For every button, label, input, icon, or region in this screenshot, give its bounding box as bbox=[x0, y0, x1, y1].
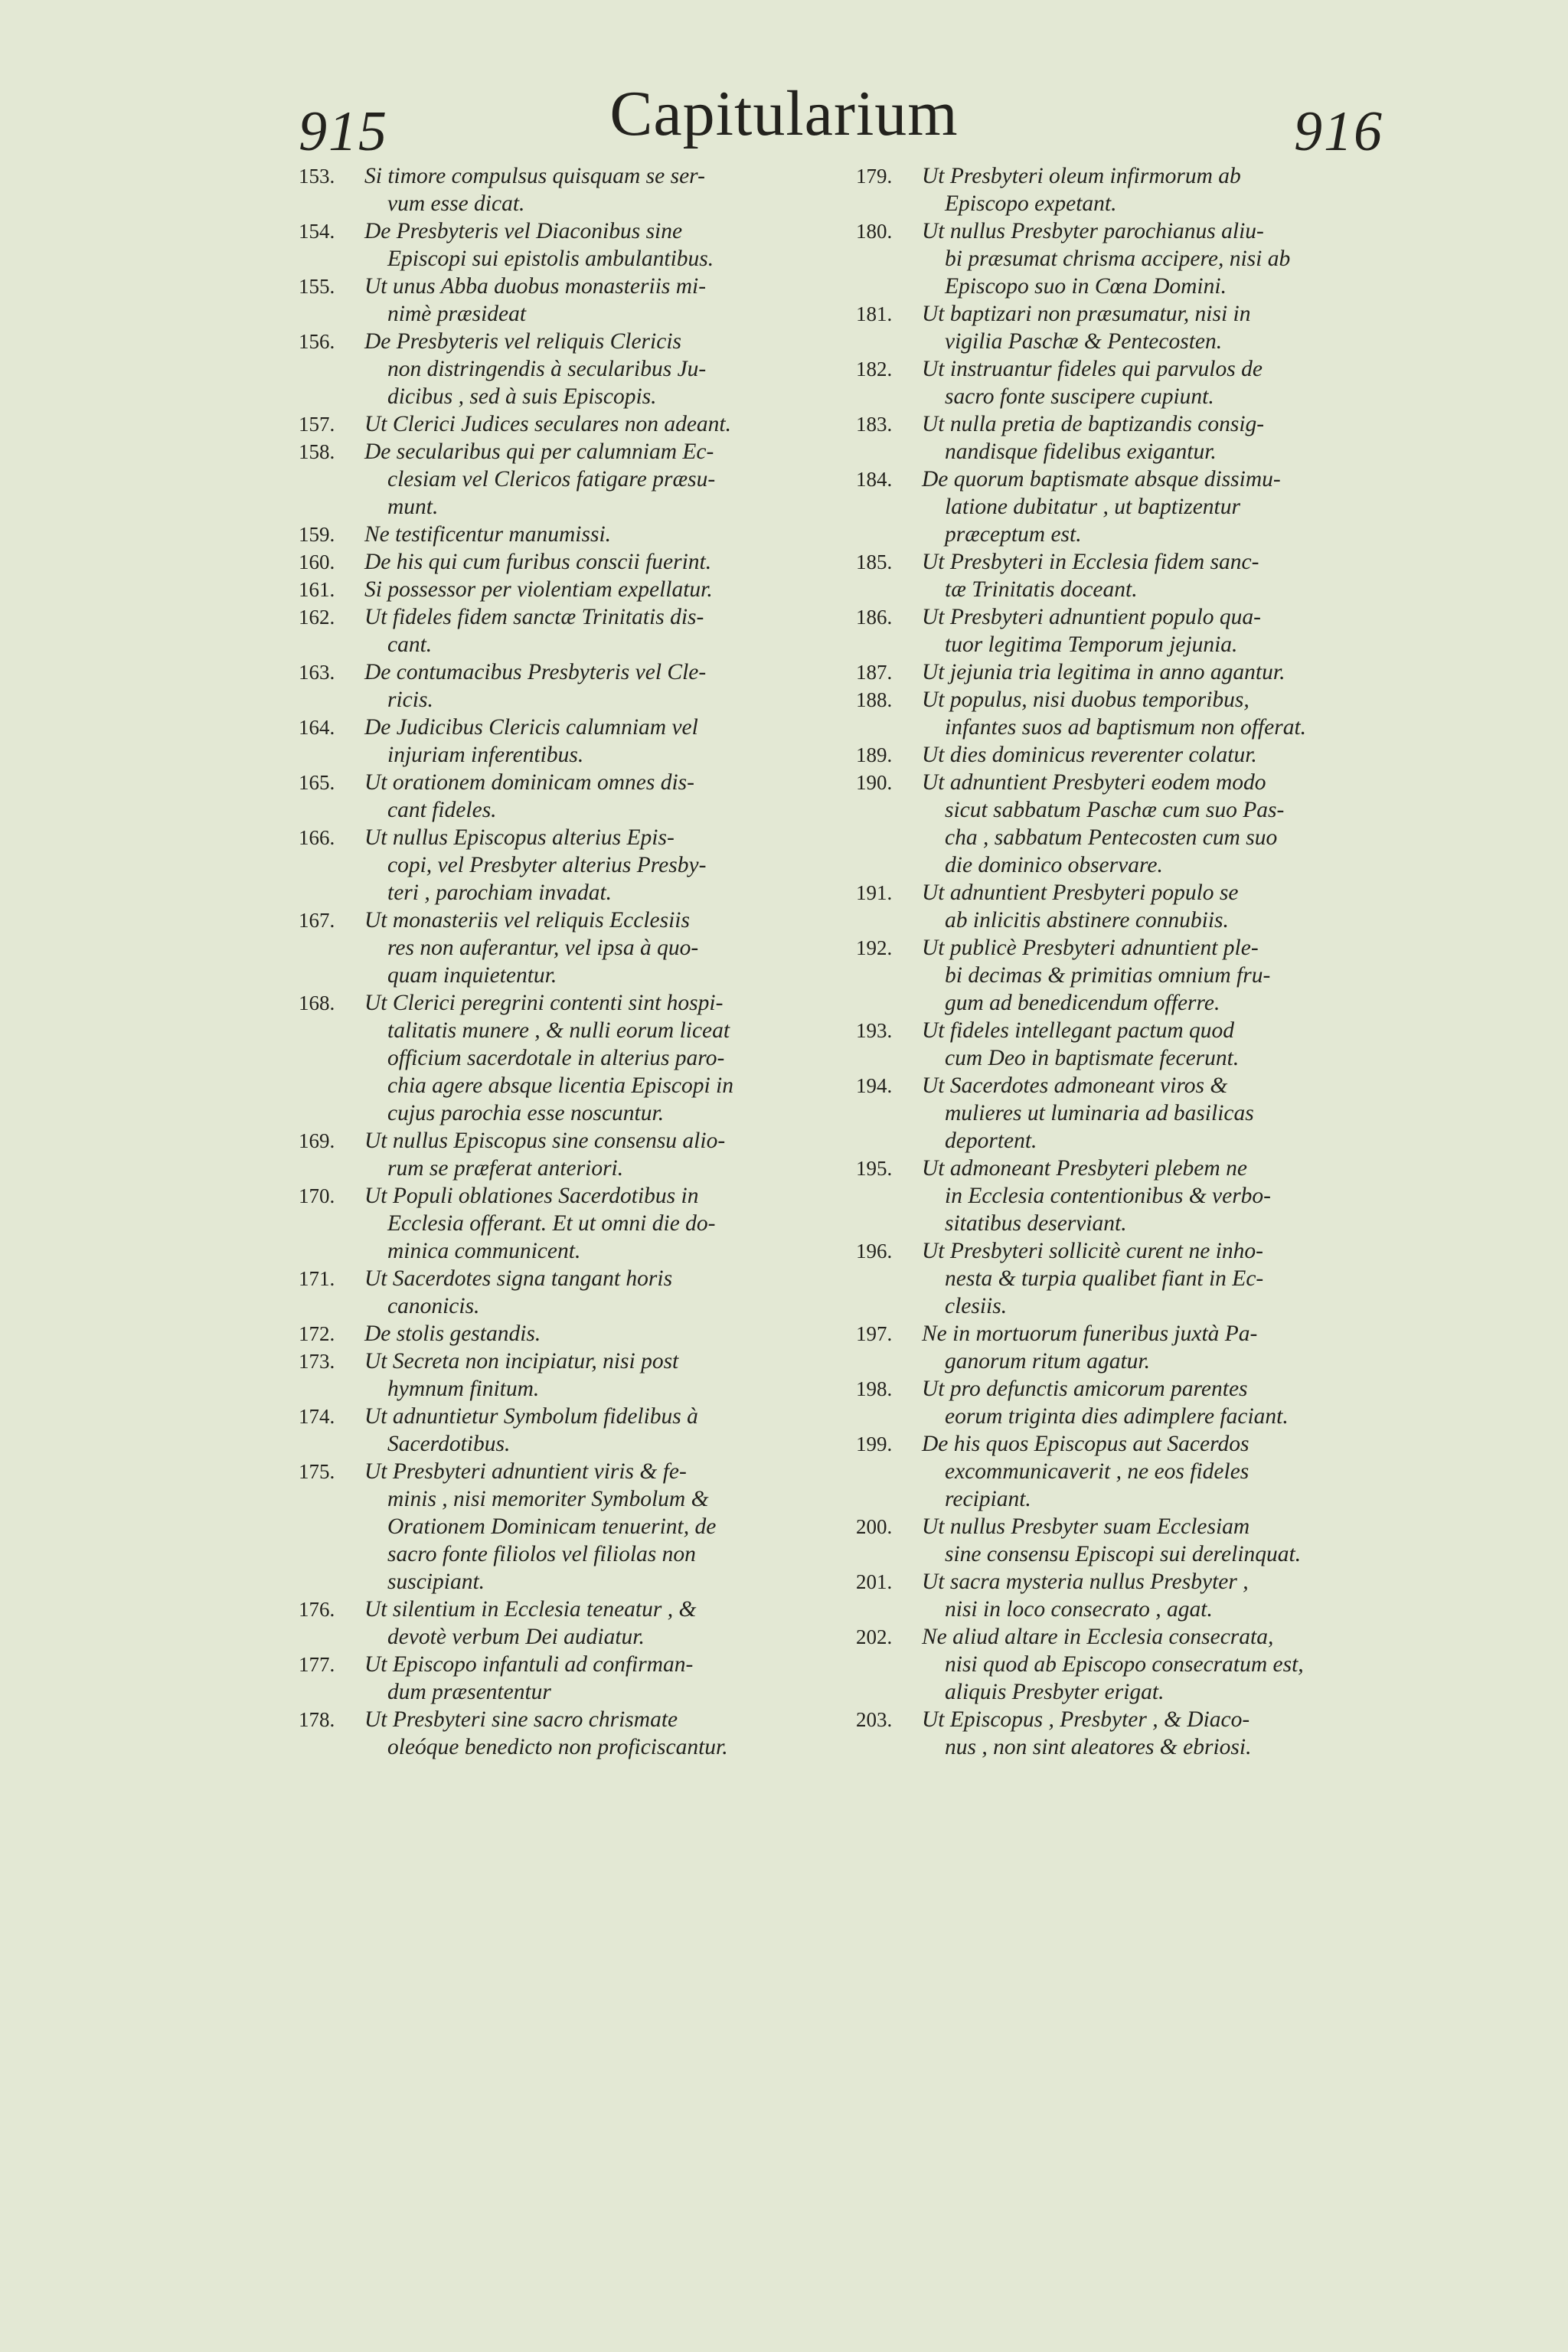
chapter-text-line: Ut pro defunctis amicorum parentes bbox=[922, 1377, 1248, 1401]
chapter-entry bbox=[299, 162, 835, 217]
chapter-text-line: Ut admoneant Presbyteri plebem ne bbox=[922, 1156, 1247, 1181]
chapter-text bbox=[922, 686, 1407, 741]
chapter-text-line: ganorum ritum agatur. bbox=[945, 1349, 1150, 1374]
chapter-number: 175. bbox=[299, 1460, 335, 1483]
chapter-text-line: nus , non sint aleatores & ebriosi. bbox=[945, 1735, 1252, 1759]
chapter-text-line: Ut Clerici Judices seculares non adeant. bbox=[364, 412, 732, 436]
chapter-text-line: Ut nullus Presbyter parochianus aliu- bbox=[922, 219, 1264, 243]
chapter-text-line: præceptum est. bbox=[945, 522, 1082, 547]
chapter-text bbox=[922, 217, 1407, 300]
chapter-text bbox=[364, 1348, 835, 1403]
chapter-entry bbox=[856, 1430, 1407, 1513]
chapter-entry bbox=[299, 521, 835, 548]
chapter-number: 179. bbox=[856, 165, 893, 188]
chapter-entry bbox=[856, 686, 1407, 741]
chapter-number: 174. bbox=[299, 1405, 335, 1428]
chapter-number: 191. bbox=[856, 881, 893, 904]
chapter-number: 169. bbox=[299, 1129, 335, 1152]
chapter-entry bbox=[856, 1155, 1407, 1237]
chapter-entry bbox=[299, 1182, 835, 1265]
chapter-text-line: De Judicibus Clericis calumniam vel bbox=[364, 715, 698, 740]
chapter-text bbox=[364, 1182, 835, 1265]
chapter-entry bbox=[856, 1237, 1407, 1320]
chapter-text-line: clesiam vel Clericos fatigare præsu- bbox=[387, 467, 716, 492]
chapter-text-line: Ut fideles intellegant pactum quod bbox=[922, 1018, 1235, 1043]
chapter-text bbox=[922, 1706, 1407, 1761]
chapter-number: 170. bbox=[299, 1184, 335, 1207]
chapter-text bbox=[922, 466, 1407, 548]
chapter-text-line: De his quos Episcopus aut Sacerdos bbox=[922, 1432, 1250, 1456]
chapter-text-line: munt. bbox=[387, 495, 439, 519]
chapter-text-line: excommunicaverit , ne eos fideles bbox=[945, 1459, 1250, 1484]
chapter-entry bbox=[856, 769, 1407, 879]
chapter-entry bbox=[299, 1320, 835, 1348]
chapter-text-line: De contumacibus Presbyteris vel Cle- bbox=[364, 660, 707, 684]
chapter-text bbox=[364, 1651, 835, 1706]
chapter-number: 197. bbox=[856, 1322, 893, 1345]
chapter-entry bbox=[856, 934, 1407, 1017]
chapter-number: 184. bbox=[856, 468, 893, 491]
chapter-text-line: rum se præferat anteriori. bbox=[387, 1156, 624, 1181]
chapter-text-line: Ut Episcopo infantuli ad confirman- bbox=[364, 1652, 694, 1677]
chapter-text bbox=[364, 273, 835, 328]
chapter-entry bbox=[856, 741, 1407, 769]
chapter-text bbox=[922, 1320, 1407, 1375]
chapter-text-line: cujus parochia esse noscuntur. bbox=[387, 1101, 665, 1125]
chapter-entry bbox=[299, 1403, 835, 1458]
chapter-text bbox=[922, 1237, 1407, 1320]
chapter-text-line: nisi quod ab Episcopo consecratum est, bbox=[945, 1652, 1304, 1677]
chapter-entry bbox=[856, 300, 1407, 355]
chapter-text-line: sitatibus deserviant. bbox=[945, 1211, 1127, 1236]
chapter-number: 190. bbox=[856, 771, 893, 794]
chapter-text bbox=[922, 741, 1407, 769]
chapter-number: 187. bbox=[856, 661, 893, 684]
chapter-text-line: De Presbyteris vel reliquis Clericis bbox=[364, 329, 682, 354]
chapter-text-line: quam inquietentur. bbox=[387, 963, 557, 988]
chapter-text-line: eorum triginta dies adimplere faciant. bbox=[945, 1404, 1289, 1429]
chapter-number: 202. bbox=[856, 1625, 893, 1648]
chapter-number: 203. bbox=[856, 1708, 893, 1731]
chapter-entry bbox=[856, 355, 1407, 410]
chapter-text-line: Ut Presbyteri sollicitè curent ne inho- bbox=[922, 1239, 1263, 1263]
chapter-text-line: clesiis. bbox=[945, 1294, 1008, 1318]
chapter-entry bbox=[856, 603, 1407, 658]
chapter-number: 162. bbox=[299, 606, 335, 629]
chapter-text bbox=[364, 328, 835, 410]
chapter-entry bbox=[856, 1706, 1407, 1761]
chapter-number: 199. bbox=[856, 1432, 893, 1455]
chapter-text bbox=[364, 603, 835, 658]
chapter-entry bbox=[299, 603, 835, 658]
chapter-entry bbox=[299, 438, 835, 521]
chapter-entry bbox=[856, 1568, 1407, 1623]
chapter-entry bbox=[856, 1017, 1407, 1072]
chapter-text-line: cant fideles. bbox=[387, 798, 497, 822]
chapter-text-line: injuriam inferentibus. bbox=[387, 743, 584, 767]
chapter-number: 166. bbox=[299, 826, 335, 849]
chapter-number: 182. bbox=[856, 358, 893, 381]
chapter-number: 158. bbox=[299, 440, 335, 463]
chapter-text-line: Ut Sacerdotes admoneant viros & bbox=[922, 1073, 1228, 1098]
chapter-text bbox=[364, 658, 835, 714]
chapter-entry bbox=[856, 466, 1407, 548]
chapter-text bbox=[922, 548, 1407, 603]
chapter-entry bbox=[299, 328, 835, 410]
chapter-text-line: suscipiant. bbox=[387, 1570, 485, 1594]
chapter-text-line: Episcopi sui epistolis ambulantibus. bbox=[387, 247, 714, 271]
chapter-text-line: De secularibus qui per calumniam Ec- bbox=[364, 439, 714, 464]
chapter-text-line: De his qui cum furibus conscii fuerint. bbox=[364, 550, 712, 574]
chapter-text bbox=[364, 714, 835, 769]
chapter-number: 200. bbox=[856, 1515, 893, 1538]
chapter-entry bbox=[299, 1348, 835, 1403]
chapter-number: 185. bbox=[856, 550, 893, 573]
chapter-number: 157. bbox=[299, 413, 335, 436]
chapter-entry bbox=[856, 548, 1407, 603]
chapter-entry bbox=[299, 658, 835, 714]
chapter-number: 155. bbox=[299, 275, 335, 298]
chapter-text-line: ricis. bbox=[387, 688, 433, 712]
chapter-number: 189. bbox=[856, 743, 893, 766]
chapter-entry bbox=[856, 658, 1407, 686]
chapter-text-line: res non auferantur, vel ipsa à quo- bbox=[387, 936, 699, 960]
chapter-entry bbox=[856, 1072, 1407, 1155]
chapter-text-line: Ut Sacerdotes signa tangant horis bbox=[364, 1266, 673, 1291]
chapter-number: 161. bbox=[299, 578, 335, 601]
chapter-entry bbox=[299, 548, 835, 576]
chapter-text-line: Ut nullus Episcopus alterius Epis- bbox=[364, 825, 675, 850]
chapter-text bbox=[922, 410, 1407, 466]
chapter-number: 188. bbox=[856, 688, 893, 711]
chapter-number: 193. bbox=[856, 1019, 893, 1042]
left-column bbox=[299, 162, 835, 1761]
chapter-number: 167. bbox=[299, 909, 335, 932]
chapter-text bbox=[922, 1072, 1407, 1155]
chapter-entry bbox=[856, 1513, 1407, 1568]
chapter-text-line: bi decimas & primitias omnium fru- bbox=[945, 963, 1271, 988]
chapter-text-line: vigilia Paschæ & Pentecosten. bbox=[945, 329, 1223, 354]
chapter-text-line: Ut populus, nisi duobus temporibus, bbox=[922, 688, 1250, 712]
chapter-text bbox=[364, 989, 835, 1127]
chapter-text bbox=[364, 769, 835, 824]
chapter-entry bbox=[299, 769, 835, 824]
chapter-number: 196. bbox=[856, 1240, 893, 1263]
chapter-number: 194. bbox=[856, 1074, 893, 1097]
chapter-entry bbox=[856, 1320, 1407, 1375]
chapter-text-line: vum esse dicat. bbox=[387, 191, 525, 216]
chapter-entry bbox=[299, 1127, 835, 1182]
chapter-entry bbox=[299, 714, 835, 769]
chapter-text bbox=[922, 603, 1407, 658]
chapter-text-line: latione dubitatur , ut baptizentur bbox=[945, 495, 1240, 519]
chapter-text bbox=[922, 658, 1407, 686]
chapter-text-line: Ut monasteriis vel reliquis Ecclesiis bbox=[364, 908, 690, 933]
chapter-text-line: copi, vel Presbyter alterius Presby- bbox=[387, 853, 707, 877]
page-number-right: 916 bbox=[1294, 100, 1383, 163]
chapter-text-line: Episcopo expetant. bbox=[945, 191, 1117, 216]
chapter-text-line: non distringendis à secularibus Ju- bbox=[387, 357, 707, 381]
chapter-number: 173. bbox=[299, 1350, 335, 1373]
chapter-text bbox=[922, 879, 1407, 934]
chapter-text-line: officium sacerdotale in alterius paro- bbox=[387, 1046, 725, 1070]
chapter-text-line: Ut unus Abba duobus monasteriis mi- bbox=[364, 274, 707, 299]
chapter-text bbox=[922, 934, 1407, 1017]
chapter-text-line: Ecclesia offerant. Et ut omni die do- bbox=[387, 1211, 716, 1236]
chapter-text-line: Ut baptizari non præsumatur, nisi in bbox=[922, 302, 1251, 326]
chapter-entry bbox=[299, 1458, 835, 1596]
chapter-number: 183. bbox=[856, 413, 893, 436]
chapter-text-line: De quorum baptismate absque dissimu- bbox=[922, 467, 1281, 492]
chapter-text bbox=[364, 906, 835, 989]
chapter-number: 201. bbox=[856, 1570, 893, 1593]
chapter-entry bbox=[856, 217, 1407, 300]
chapter-text-line: nesta & turpia qualibet fiant in Ec- bbox=[945, 1266, 1264, 1291]
chapter-text-line: tuor legitima Temporum jejunia. bbox=[945, 632, 1238, 657]
chapter-text-line: Ut adnuntietur Symbolum fidelibus à bbox=[364, 1404, 698, 1429]
chapter-text bbox=[922, 1430, 1407, 1513]
chapter-number: 171. bbox=[299, 1267, 335, 1290]
chapter-text bbox=[364, 1706, 835, 1761]
chapter-text-line: Ut orationem dominicam omnes dis- bbox=[364, 770, 694, 795]
chapter-entry bbox=[856, 1623, 1407, 1706]
chapter-text bbox=[364, 576, 835, 603]
chapter-text bbox=[922, 1513, 1407, 1568]
chapter-number: 172. bbox=[299, 1322, 335, 1345]
chapter-text-line: Si possessor per violentiam expellatur. bbox=[364, 577, 713, 602]
chapter-text bbox=[364, 1265, 835, 1320]
chapter-text bbox=[364, 1596, 835, 1651]
chapter-text-line: Ut adnuntient Presbyteri eodem modo bbox=[922, 770, 1266, 795]
chapter-text bbox=[364, 438, 835, 521]
chapter-text-line: Ut nulla pretia de baptizandis consig- bbox=[922, 412, 1265, 436]
chapter-text-line: hymnum finitum. bbox=[387, 1377, 540, 1401]
chapter-text-line: Ut silentium in Ecclesia teneatur , & bbox=[364, 1597, 697, 1622]
chapter-text-line: recipiant. bbox=[945, 1487, 1031, 1511]
chapter-text-line: aliquis Presbyter erigat. bbox=[945, 1680, 1165, 1704]
chapter-entry bbox=[299, 1706, 835, 1761]
chapter-text-line: Ut adnuntient Presbyteri populo se bbox=[922, 880, 1239, 905]
chapter-text-line: Ut dies dominicus reverenter colatur. bbox=[922, 743, 1257, 767]
chapter-text-line: Ne aliud altare in Ecclesia consecrata, bbox=[922, 1625, 1274, 1649]
chapter-text bbox=[922, 300, 1407, 355]
chapter-text-line: cha , sabbatum Pentecosten cum suo bbox=[945, 825, 1278, 850]
chapter-text-line: talitatis munere , & nulli eorum liceat bbox=[387, 1018, 730, 1043]
chapter-text bbox=[364, 521, 835, 548]
chapter-entry bbox=[299, 273, 835, 328]
chapter-text-line: Si timore compulsus quisquam se ser- bbox=[364, 164, 705, 188]
chapter-text-line: die dominico observare. bbox=[945, 853, 1163, 877]
chapter-text-line: Ut Episcopus , Presbyter , & Diaco- bbox=[922, 1707, 1250, 1732]
chapter-text-line: nandisque fidelibus exigantur. bbox=[945, 439, 1217, 464]
chapter-text bbox=[364, 162, 835, 217]
chapter-text-line: teri , parochiam invadat. bbox=[387, 880, 612, 905]
chapter-entry bbox=[299, 410, 835, 438]
page-number-left: 915 bbox=[299, 100, 388, 163]
chapter-number: 186. bbox=[856, 606, 893, 629]
chapter-text-line: tæ Trinitatis doceant. bbox=[945, 577, 1138, 602]
chapter-entry bbox=[299, 576, 835, 603]
chapter-number: 178. bbox=[299, 1708, 335, 1731]
chapter-text-line: Ut Presbyteri adnuntient populo qua- bbox=[922, 605, 1261, 629]
chapter-entry bbox=[299, 1596, 835, 1651]
chapter-number: 154. bbox=[299, 220, 335, 243]
chapter-text-line: sacro fonte filiolos vel filiolas non bbox=[387, 1542, 696, 1566]
chapter-text-line: nimè præsideat bbox=[387, 302, 527, 326]
chapter-text-line: ab inlicitis abstinere connubiis. bbox=[945, 908, 1229, 933]
chapter-number: 198. bbox=[856, 1377, 893, 1400]
chapter-text-line: Ut nullus Presbyter suam Ecclesiam bbox=[922, 1514, 1250, 1539]
chapter-text-line: in Ecclesia contentionibus & verbo- bbox=[945, 1184, 1272, 1208]
chapter-text-line: Ne testificentur manumissi. bbox=[364, 522, 612, 547]
chapter-text-line: Ut Presbyteri in Ecclesia fidem sanc- bbox=[922, 550, 1259, 574]
chapter-number: 192. bbox=[856, 936, 893, 959]
chapter-entry bbox=[856, 162, 1407, 217]
chapter-number: 153. bbox=[299, 165, 335, 188]
chapter-text bbox=[364, 1458, 835, 1596]
chapter-entry bbox=[299, 1265, 835, 1320]
chapter-text-line: oleóque benedicto non proficiscantur. bbox=[387, 1735, 728, 1759]
chapter-text-line: Ut Presbyteri sine sacro chrismate bbox=[364, 1707, 678, 1732]
chapter-text-line: De stolis gestandis. bbox=[364, 1321, 541, 1346]
chapter-entry bbox=[299, 217, 835, 273]
chapter-text bbox=[922, 1017, 1407, 1072]
chapter-text bbox=[922, 1623, 1407, 1706]
chapter-text-line: cant. bbox=[387, 632, 433, 657]
chapter-text-line: minica communicent. bbox=[387, 1239, 581, 1263]
chapter-text bbox=[922, 1375, 1407, 1430]
chapter-text bbox=[922, 162, 1407, 217]
chapter-text-line: gum ad benedicendum offerre. bbox=[945, 991, 1220, 1015]
chapter-number: 160. bbox=[299, 550, 335, 573]
right-column bbox=[856, 162, 1407, 1761]
chapter-entry bbox=[299, 824, 835, 906]
chapter-text bbox=[922, 1155, 1407, 1237]
chapter-entry bbox=[856, 879, 1407, 934]
chapter-text bbox=[364, 217, 835, 273]
running-title: Capitularium bbox=[609, 78, 959, 149]
chapter-number: 180. bbox=[856, 220, 893, 243]
chapter-text-line: Ut fideles fidem sanctæ Trinitatis dis- bbox=[364, 605, 704, 629]
chapter-text-line: canonicis. bbox=[387, 1294, 480, 1318]
chapter-entry bbox=[856, 1375, 1407, 1430]
chapter-text-line: dicibus , sed à suis Episcopis. bbox=[387, 384, 657, 409]
chapter-number: 159. bbox=[299, 523, 335, 546]
chapter-entry bbox=[856, 410, 1407, 466]
chapter-text-line: deportent. bbox=[945, 1129, 1037, 1153]
chapter-text-line: Ut publicè Presbyteri adnuntient ple- bbox=[922, 936, 1259, 960]
chapter-text-line: cum Deo in baptismate fecerunt. bbox=[945, 1046, 1240, 1070]
chapter-number: 164. bbox=[299, 716, 335, 739]
chapter-text-line: Orationem Dominicam tenuerint, de bbox=[387, 1514, 717, 1539]
chapter-number: 177. bbox=[299, 1653, 335, 1676]
chapter-text bbox=[364, 1403, 835, 1458]
chapter-text bbox=[922, 1568, 1407, 1623]
chapter-text bbox=[922, 769, 1407, 879]
chapter-text-line: Ut Populi oblationes Sacerdotibus in bbox=[364, 1184, 699, 1208]
chapter-text bbox=[364, 1127, 835, 1182]
chapter-entry bbox=[299, 989, 835, 1127]
chapter-text-line: bi præsumat chrisma accipere, nisi ab bbox=[945, 247, 1291, 271]
chapter-text-line: Ut jejunia tria legitima in anno agantur. bbox=[922, 660, 1285, 684]
chapter-text-line: Episcopo suo in Cœna Domini. bbox=[945, 274, 1227, 299]
chapter-text-line: chia agere absque licentia Episcopi in bbox=[387, 1073, 733, 1098]
chapter-text bbox=[364, 548, 835, 576]
chapter-text-line: Ut instruantur fideles qui parvulos de bbox=[922, 357, 1263, 381]
chapter-text bbox=[364, 410, 835, 438]
chapter-text-line: mulieres ut luminaria ad basilicas bbox=[945, 1101, 1254, 1125]
chapter-text-line: nisi in loco consecrato , agat. bbox=[945, 1597, 1213, 1622]
chapter-text-line: Ne in mortuorum funeribus juxtà Pa- bbox=[922, 1321, 1258, 1346]
chapter-text-line: devotè verbum Dei audiatur. bbox=[387, 1625, 645, 1649]
chapter-text-line: Ut nullus Episcopus sine consensu alio- bbox=[364, 1129, 726, 1153]
chapter-number: 165. bbox=[299, 771, 335, 794]
chapter-text bbox=[364, 824, 835, 906]
chapter-text bbox=[922, 355, 1407, 410]
chapter-text-line: De Presbyteris vel Diaconibus sine bbox=[364, 219, 683, 243]
chapter-text-line: sine consensu Episcopi sui derelinquat. bbox=[945, 1542, 1302, 1566]
chapter-text-line: minis , nisi memoriter Symbolum & bbox=[387, 1487, 709, 1511]
chapter-number: 195. bbox=[856, 1157, 893, 1180]
chapter-text-line: dum præsententur bbox=[387, 1680, 551, 1704]
chapter-number: 156. bbox=[299, 330, 335, 353]
chapter-number: 176. bbox=[299, 1598, 335, 1621]
chapter-text-line: Ut Clerici peregrini contenti sint hospi- bbox=[364, 991, 724, 1015]
chapter-text bbox=[364, 1320, 835, 1348]
chapter-text-line: sacro fonte suscipere cupiunt. bbox=[945, 384, 1214, 409]
chapter-entry bbox=[299, 906, 835, 989]
chapter-number: 168. bbox=[299, 991, 335, 1014]
chapter-text-line: sicut sabbatum Paschæ cum suo Pas- bbox=[945, 798, 1285, 822]
chapter-text-line: Ut sacra mysteria nullus Presbyter , bbox=[922, 1570, 1249, 1594]
chapter-text-line: infantes suos ad baptismum non offerat. bbox=[945, 715, 1307, 740]
chapter-text-line: Ut Secreta non incipiatur, nisi post bbox=[364, 1349, 679, 1374]
chapter-text-line: Sacerdotibus. bbox=[387, 1432, 511, 1456]
chapter-number: 163. bbox=[299, 661, 335, 684]
chapter-text-line: Ut Presbyteri oleum infirmorum ab bbox=[922, 164, 1241, 188]
chapter-entry bbox=[299, 1651, 835, 1706]
chapter-number: 181. bbox=[856, 302, 893, 325]
chapter-text-line: Ut Presbyteri adnuntient viris & fe- bbox=[364, 1459, 687, 1484]
